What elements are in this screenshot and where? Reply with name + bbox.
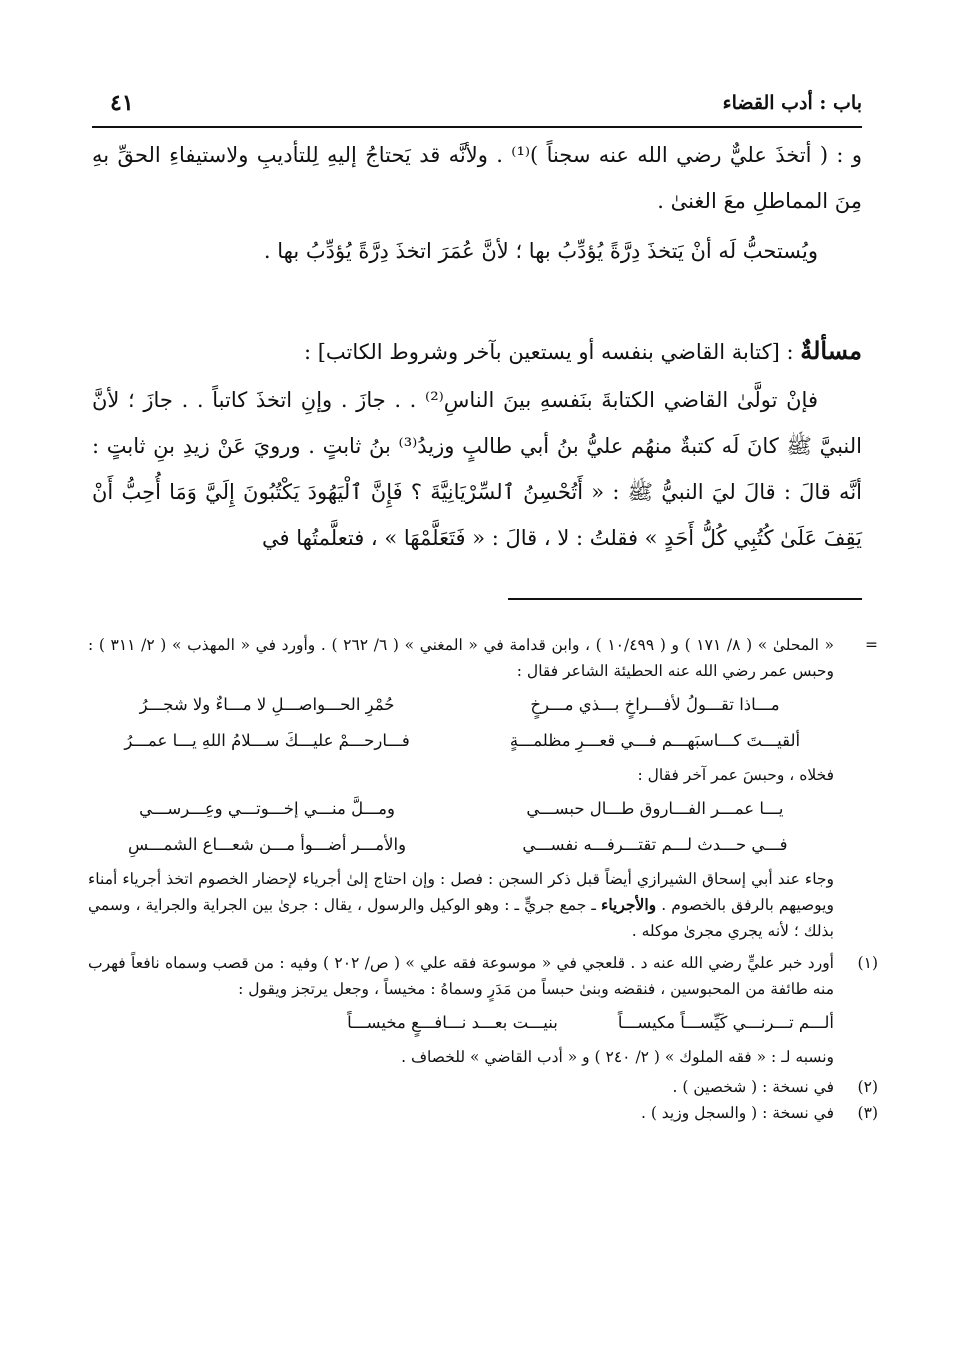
masala-word: مسألةٌ [800, 336, 862, 365]
footnote-continuation-text: « المحلىٰ » ( ٨/ ١٧١ ) و ( ١٠/٤٩٩ ) ، وابن قدامة في « المغني » ( ٦/ ٢٦٢ ) . وأورد في « المهذب » ( ٢/ ٣١١ ) : وحبس عمر رضي الله عنه الحطيئة الشاعر فقال : [88, 636, 835, 680]
hemistich: فـــي حـــدث لـــم تقتـــرفـــه نفســـي [522, 835, 788, 854]
footnote-2-text: في نسخة : ( شخصين ) . [672, 1078, 834, 1096]
footnote-text-part: ـ جمع جريٍّ ـ : وهو الوكيل والرسول ، يقال : جرىٰ بين الجراية والجراية ، وسمي بذلك ؛ لأنه يجري مجرىٰ موكله . [88, 896, 834, 940]
masala-heading [92, 328, 862, 375]
poem-line [88, 1008, 878, 1038]
footnote-3 [88, 1100, 878, 1126]
footnote-text [88, 866, 878, 944]
paragraph-1: و : ( أتخذَ عليٌّ رضي الله عنه سجناً )⁽¹⁾ . ولأنَّه قد يَحتاجُ إليهِ لِلتأديبِ ولاستيفاءِ الحقِّ بهِ مِنَ المماطلِ معَ الغنىٰ . [92, 143, 862, 213]
footnote-text: فخلاه ، وحبسَ عمر آخر فقال : [637, 766, 834, 784]
footnote-rule [508, 598, 862, 600]
section-gap [92, 274, 862, 328]
footnote-text-part: وجاء عند أبي إسحاق الشيرازي أيضاً قبل ذكر السجن : فصل : وإن احتاج إلىٰ أجرياء لإحضار الخصوم اتخذ أجرياء أمناء ويوصيهم بالرفق بالخصوم . [88, 870, 834, 914]
paragraph-3: فإنْ تولَّىٰ القاضي الكتابةَ بنَفسهِ بينَ الناسِ⁽²⁾ . . جازَ . وإنِ اتخذَ كاتباً . . جازَ ؛ لأنَّ النبيَّ ﷺ كانَ لَه كتبةٌ منهُم عليُّ بنُ أبي طالبٍ وزيدُ⁽³⁾ بنُ ثابتٍ . ورويَ عَنْ زيدِ بنِ ثابتٍ : أنَّه قالَ : قالَ ليَ النبيُّ ﷺ : « أَتُحْسِنُ ٱلسِّرْيَانِيَّةَ ؟ فَإِنَّ ٱلْيَهُودَ يَكْتُبُونَ إِلَيَّ وَمَا أُحِبُّ أَنْ يَقِفَ عَلَىٰ كُتُبِي كُلُّ أَحَدٍ » فقلتُ : لا ، قالَ : « فَتَعَلَّمْهَا » ، فتعلَّمتُها في [92, 388, 862, 550]
footnotes [88, 632, 878, 1126]
footnote-continuation [88, 632, 878, 684]
main-text [92, 132, 862, 561]
footnote-3-text: في نسخة : ( والسجل وزيد ) . [640, 1104, 834, 1122]
hemistich: يـــا عمـــر الفـــاروق طـــال حبســـي [526, 799, 784, 818]
footnote-marker: (٣) [857, 1104, 878, 1122]
hemistich: والأمـــر أضـــوأ مـــن شعـــاع الشمـــسِ [128, 835, 407, 854]
page-number: ٤١ [110, 90, 134, 116]
footnote-1-text: أورد خبر عليٍّ رضي الله عنه د . قلعجي في « موسوعة فقه علي » ( ص/ ٢٠٢ ) وفيه : من قصب وسماه نافعاً فهرب منه طائفة من المحبوسين ، فنقضه وبنىٰ حبساً من مَدَرٍ وسماهُ : مخيساً ، وجعل يرتجز ويقول : [88, 954, 834, 998]
hemistich: ألـــم تـــرنـــي كَيِّســـاً مكيســـاً [617, 1013, 834, 1032]
hemistich: بنيـــت بعـــد نـــافـــعٍ مخيســـاً [347, 1013, 558, 1032]
footnote-1 [88, 950, 878, 1002]
footnote-1-end: ونسبه لـ : « فقه الملوك » ( ٢/ ٢٤٠ ) و « أدب القاضي » للخصاف . [401, 1048, 834, 1066]
hemistich: فـــارحـــمْ عليـــكَ ســـلامُ اللهِ يـــا عمـــرُ [124, 731, 410, 750]
masala-title: : [كتابة القاضي بنفسه أو يستعين بآخر وشروط الكاتب] : [303, 340, 794, 364]
header-rule [92, 126, 862, 128]
hemistich: مـــاذا تقـــولُ لأفـــراخٍ بـــذي مـــرخٍ [530, 695, 780, 714]
poem-line [88, 794, 878, 824]
continuation-marker: = [865, 636, 878, 654]
poem-line [88, 830, 878, 860]
running-header [92, 88, 862, 122]
footnote-marker: (٢) [857, 1078, 878, 1096]
hemistich: حُمْرِ الحـــواصـــلِ لا مـــاءٌ ولا شجـــرُ [139, 695, 395, 714]
footnote-marker: (١) [857, 954, 878, 972]
chapter-title: باب : أدب القضاء [722, 92, 862, 114]
hemistich: ألقيـــتَ كـــاسبَهـــم فـــي قعـــرِ مظلمـــةٍ [509, 731, 801, 750]
poem-line [88, 690, 878, 720]
poem-line [88, 726, 878, 756]
bold-term: والأجرياء [601, 895, 657, 914]
paragraph-2: ويُستحبُّ لَه أنْ يَتخذَ دِرَّةً يُؤدِّبُ بها ؛ لأنَّ عُمَرَ اتخذَ دِرَّةً يُؤدِّبُ بها . [263, 239, 818, 263]
footnote-2 [88, 1074, 878, 1100]
hemistich: ومـــلَّ منـــي إخـــوتـــي وعِـــرســـي [139, 799, 395, 818]
